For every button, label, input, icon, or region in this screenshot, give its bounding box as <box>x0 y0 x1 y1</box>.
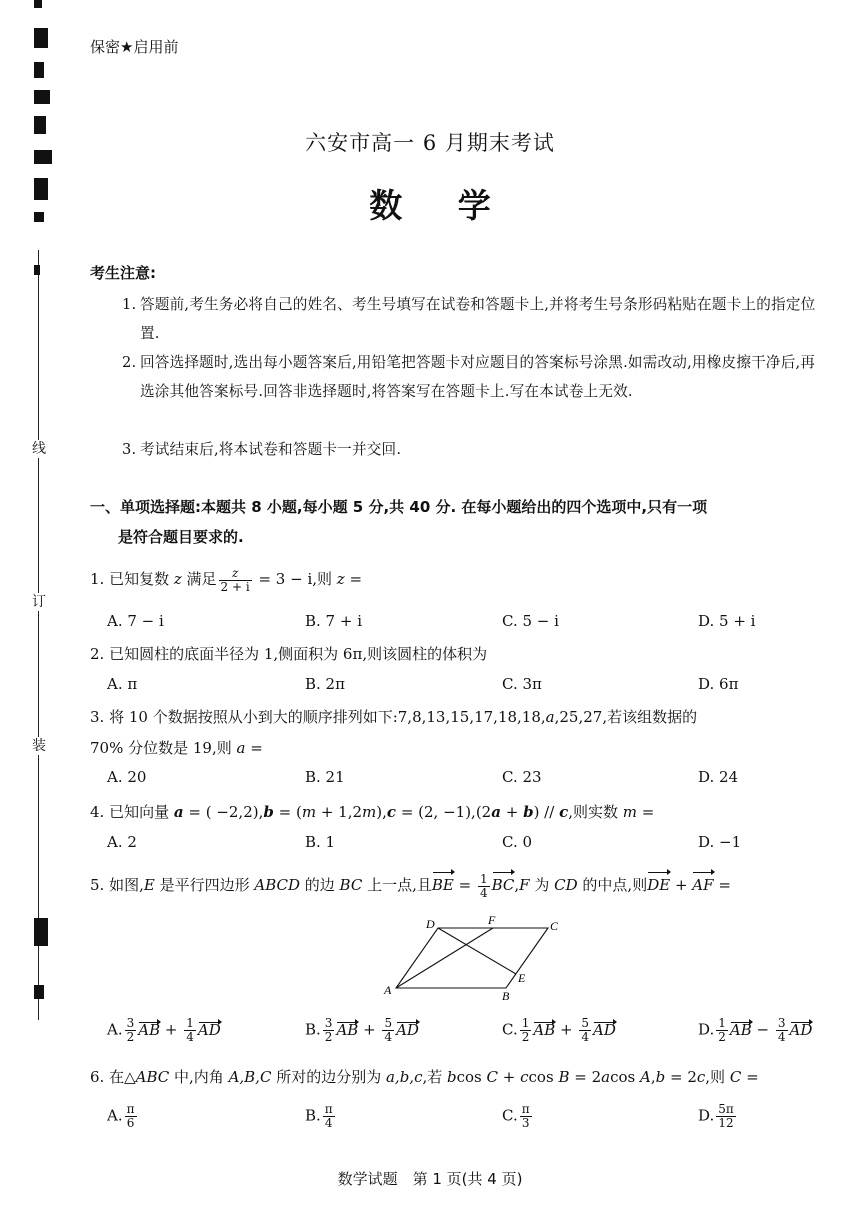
notice-item-number: 2. <box>122 354 137 371</box>
exam-title: 六安市高一 6 月期末考试 <box>305 131 555 155</box>
binding-mark <box>34 985 44 999</box>
point-a-label: A <box>384 983 392 997</box>
point-d-label: D <box>426 917 435 931</box>
binding-mark <box>34 62 44 78</box>
q1-option-a: A. 7 − i <box>107 612 164 630</box>
q6-option-b: B. $\frac{\pi}{4}$ <box>305 1102 333 1130</box>
section-heading <box>90 492 830 552</box>
question-2: 2. 已知圆柱的底面半径为 1,侧面积为 6π,则该圆柱的体积为 <box>90 645 488 663</box>
binding-word-zhuang: 装 <box>28 737 50 755</box>
q5-option-c: C. $\frac{1}{2}$ AB + $\frac{5}{4}$ AD <box>502 1016 616 1044</box>
q2-option-a: A. π <box>107 675 138 693</box>
q3-option-b: B. 21 <box>305 768 345 786</box>
q5-option-d: D. $\frac{1}{2}$ AB − $\frac{3}{4}$ AD <box>698 1016 813 1044</box>
fraction: $\frac{z}{2 + i}$ <box>220 565 250 594</box>
notice-heading: 考生注意: <box>90 264 156 282</box>
question-4: 4. 已知向量 a = ( −2,2),b = (m + 1,2m),c = (2, −1),(2a + b) // c,则实数 m = <box>90 803 655 821</box>
q2-option-c: C. 3π <box>502 675 542 693</box>
q3-option-d: D. 24 <box>698 768 739 786</box>
notice-item <box>122 348 828 406</box>
question-6: 6. 在△ABC 中,内角 A,B,C 所对的边分别为 a,b,c,若 bcos C + ccos B = 2acos A,b = 2c,则 C = <box>90 1068 759 1086</box>
binding-mark <box>34 90 50 104</box>
q4-option-b: B. 1 <box>305 833 336 851</box>
q1-option-c: C. 5 − i <box>502 612 559 630</box>
q4-option-d: D. −1 <box>698 833 742 851</box>
q4-option-c: C. 0 <box>502 833 533 851</box>
section-heading-line2: 是符合题目要求的. <box>118 528 244 546</box>
notice-item-number: 3. <box>122 441 137 458</box>
question-3: 3. 将 10 个数据按照从小到大的顺序排列如下:7,8,13,15,17,18,18,a,25,27,若该组数据的 <box>90 708 698 726</box>
segment-de <box>438 928 516 974</box>
q3-option-c: C. 23 <box>502 768 542 786</box>
binding-word-xian: 线 <box>28 440 50 458</box>
q6-option-d: D. $\frac{5\pi}{12}$ <box>698 1102 734 1130</box>
binding-mark <box>34 265 40 275</box>
subject-title: 数 学 <box>369 186 513 225</box>
notice-item-text: 考试结束后,将本试卷和答题卡一并交回. <box>140 441 402 458</box>
point-e-label: E <box>518 971 526 985</box>
notice-item-text: 回答选择题时,选出每小题答案后,用铅笔把答题卡对应题目的答案标号涂黑.如需改动,用橡皮擦干净后,再选涂其他答案标号.回答非选择题时,将答案写在答题卡上.写在本试卷上无效. <box>140 354 816 400</box>
q3-option-a: A. 20 <box>107 768 147 786</box>
q6-option-a: A. $\frac{\pi}{6}$ <box>107 1102 135 1130</box>
point-b-label: B <box>502 989 510 1003</box>
segment-af <box>396 928 493 988</box>
notice-item <box>122 435 828 464</box>
notice-item <box>122 290 828 348</box>
binding-word-ding: 订 <box>28 593 50 611</box>
question-3-line2: 70% 分位数是 19,则 a = <box>90 739 263 757</box>
point-c-label: C <box>550 919 559 933</box>
notice-item-text: 答题前,考生务必将自己的姓名、考生号填写在试卷和答题卡上,并将考生号条形码粘贴在题卡上的指定位置. <box>140 296 816 342</box>
section-heading-line1: 一、单项选择题:本题共 8 小题,每小题 5 分,共 40 分. 在每小题给出的四个选项中,只有一项 <box>90 498 708 516</box>
q5-option-a: A. $\frac{3}{2}$ AB + $\frac{1}{4}$ AD <box>107 1016 221 1044</box>
notice-item-number: 1. <box>122 296 137 313</box>
binding-mark <box>34 0 42 8</box>
point-f-label: F <box>488 914 496 927</box>
q1-option-b: B. 7 + i <box>305 612 363 630</box>
page-footer: 数学试题 第 1 页(共 4 页) <box>337 1170 523 1188</box>
confidential-label: 保密★启用前 <box>90 38 179 56</box>
q5-option-b: B. $\frac{3}{2}$ AB + $\frac{5}{4}$ AD <box>305 1016 419 1044</box>
q4-option-a: A. 2 <box>107 833 137 851</box>
q6-option-c: C. $\frac{\pi}{3}$ <box>502 1102 530 1130</box>
binding-mark <box>34 28 48 48</box>
q2-option-b: B. 2π <box>305 675 345 693</box>
parallelogram-diagram <box>378 914 568 1006</box>
q1-option-d: D. 5 + i <box>698 612 756 630</box>
question-5: 5. 如图,E 是平行四边形 ABCD 的边 BC 上一点,且BE = $\frac{1}{4}$ BC,F 为 CD 的中点,则DE + AF = <box>90 871 731 900</box>
question-1: 1. 已知复数 z 满足 $\frac{z}{2 + i}$ = 3 − i,则 z = <box>90 565 363 594</box>
q2-option-d: D. 6π <box>698 675 739 693</box>
binding-line <box>38 250 39 1020</box>
binding-mark <box>34 918 48 946</box>
